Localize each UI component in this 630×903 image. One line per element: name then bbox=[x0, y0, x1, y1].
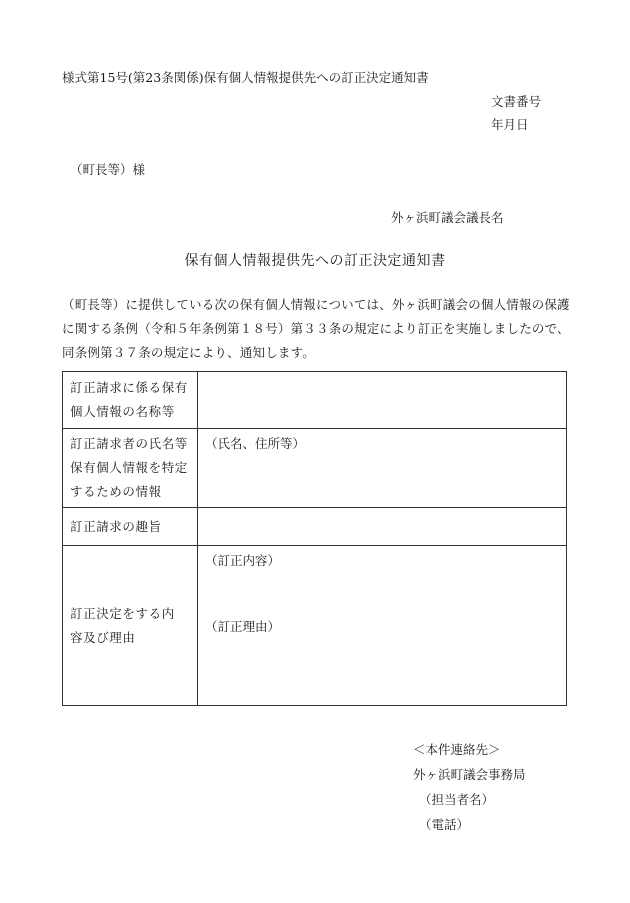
contact-person: （担当者名） bbox=[419, 792, 495, 807]
label-line: 訂正請求に係る保有 bbox=[70, 380, 188, 395]
contact-office: 外ヶ浜町議会事務局 bbox=[413, 767, 526, 782]
row-label bbox=[63, 546, 198, 706]
request-info-name-cell[interactable] bbox=[198, 372, 567, 429]
body-line: （町長等）に提供している次の保有個人情報については、外ヶ浜町議会の個人情報の保護 bbox=[62, 297, 570, 312]
date-label: 年月日 bbox=[491, 117, 529, 132]
form-number: 様式第15号(第23条関係)保有個人情報提供先への訂正決定通知書 bbox=[62, 70, 429, 85]
table-row bbox=[63, 508, 567, 546]
label-line: するための情報 bbox=[70, 484, 162, 499]
body-line: に関する条例（令和５年条例第１８号）第３３条の規定により訂正を実施しましたので、 bbox=[62, 321, 570, 336]
info-table bbox=[62, 371, 567, 706]
contact-phone: （電話） bbox=[419, 817, 470, 832]
table-row bbox=[63, 546, 567, 706]
decision-detail-cell[interactable] bbox=[198, 546, 567, 706]
label-line: 個人情報の名称等 bbox=[70, 404, 175, 419]
label-line: 容及び理由 bbox=[70, 629, 136, 645]
table-row bbox=[63, 429, 567, 508]
document-title: 保有個人情報提供先への訂正決定通知書 bbox=[184, 253, 446, 269]
body-line: 同条例第３７条の規定により、通知します。 bbox=[62, 345, 316, 360]
label-line: 訂正決定をする内 bbox=[70, 605, 175, 621]
document-number-label: 文書番号 bbox=[491, 94, 542, 109]
addressee: （町長等）様 bbox=[70, 162, 146, 177]
table-row bbox=[63, 372, 567, 429]
row-label bbox=[63, 508, 198, 546]
contact-block bbox=[413, 737, 526, 837]
requester-info-cell[interactable] bbox=[198, 429, 567, 508]
value-note: （訂正理由） bbox=[205, 619, 281, 634]
row-label bbox=[63, 429, 198, 508]
label-line: 訂正請求者の氏名等 bbox=[70, 436, 188, 451]
contact-heading: ＜本件連絡先＞ bbox=[413, 742, 501, 757]
row-label bbox=[63, 372, 198, 429]
value-note: （訂正内容） bbox=[205, 553, 281, 568]
request-purpose-cell[interactable] bbox=[198, 508, 567, 546]
body-text bbox=[62, 293, 572, 365]
sender-name: 外ヶ浜町議会議長名 bbox=[391, 210, 504, 225]
label-line: 保有個人情報を特定 bbox=[70, 460, 188, 475]
value-note: （氏名、住所等） bbox=[205, 436, 306, 451]
label-line: 訂正請求の趣旨 bbox=[70, 518, 162, 534]
